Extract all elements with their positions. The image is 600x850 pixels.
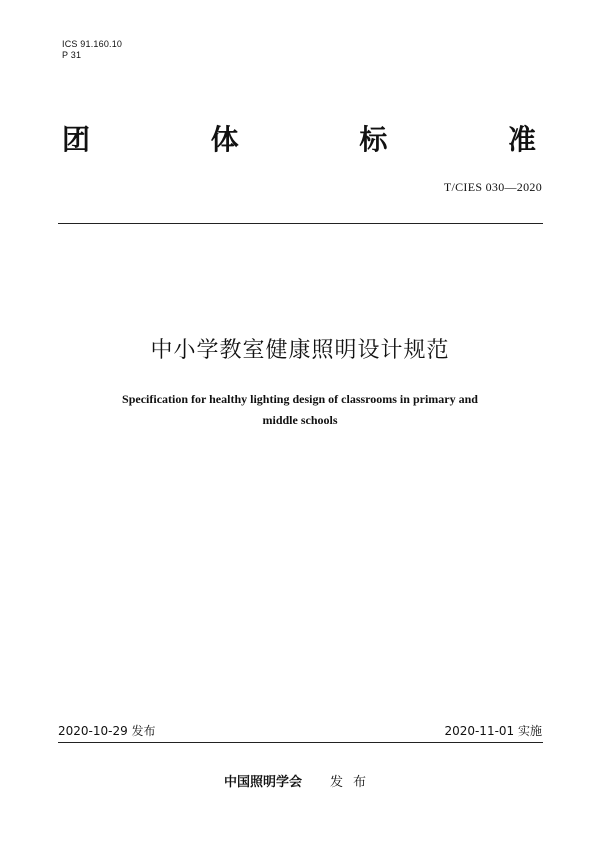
ics-code: ICS 91.160.10: [62, 39, 123, 49]
standard-type-heading: [62, 122, 536, 158]
document-title-en: [80, 389, 520, 431]
standard-type-char: 体: [210, 123, 239, 156]
standard-type-char: 团: [62, 123, 91, 156]
document-title-en-line2: middle schools: [262, 413, 338, 427]
document-title-en-line1: Specification for healthy lighting design of classrooms in primary and: [122, 392, 478, 406]
standard-number: T/CIES 030—2020: [443, 180, 542, 194]
issue-date: 2020-10-29 发布: [58, 724, 156, 738]
standard-type-char: 标: [359, 123, 388, 156]
top-divider: [58, 223, 543, 224]
publisher-line: [0, 774, 600, 792]
document-title-zh: 中小学教室健康照明设计规范: [150, 338, 450, 363]
bottom-divider: [58, 742, 543, 743]
standard-type-char: 准: [507, 123, 536, 156]
publisher-name: 中国照明学会: [223, 775, 302, 790]
publish-action: 发布: [330, 775, 377, 790]
implementation-date: 2020-11-01 实施: [444, 724, 542, 738]
ccs-code: P 31: [62, 50, 82, 60]
